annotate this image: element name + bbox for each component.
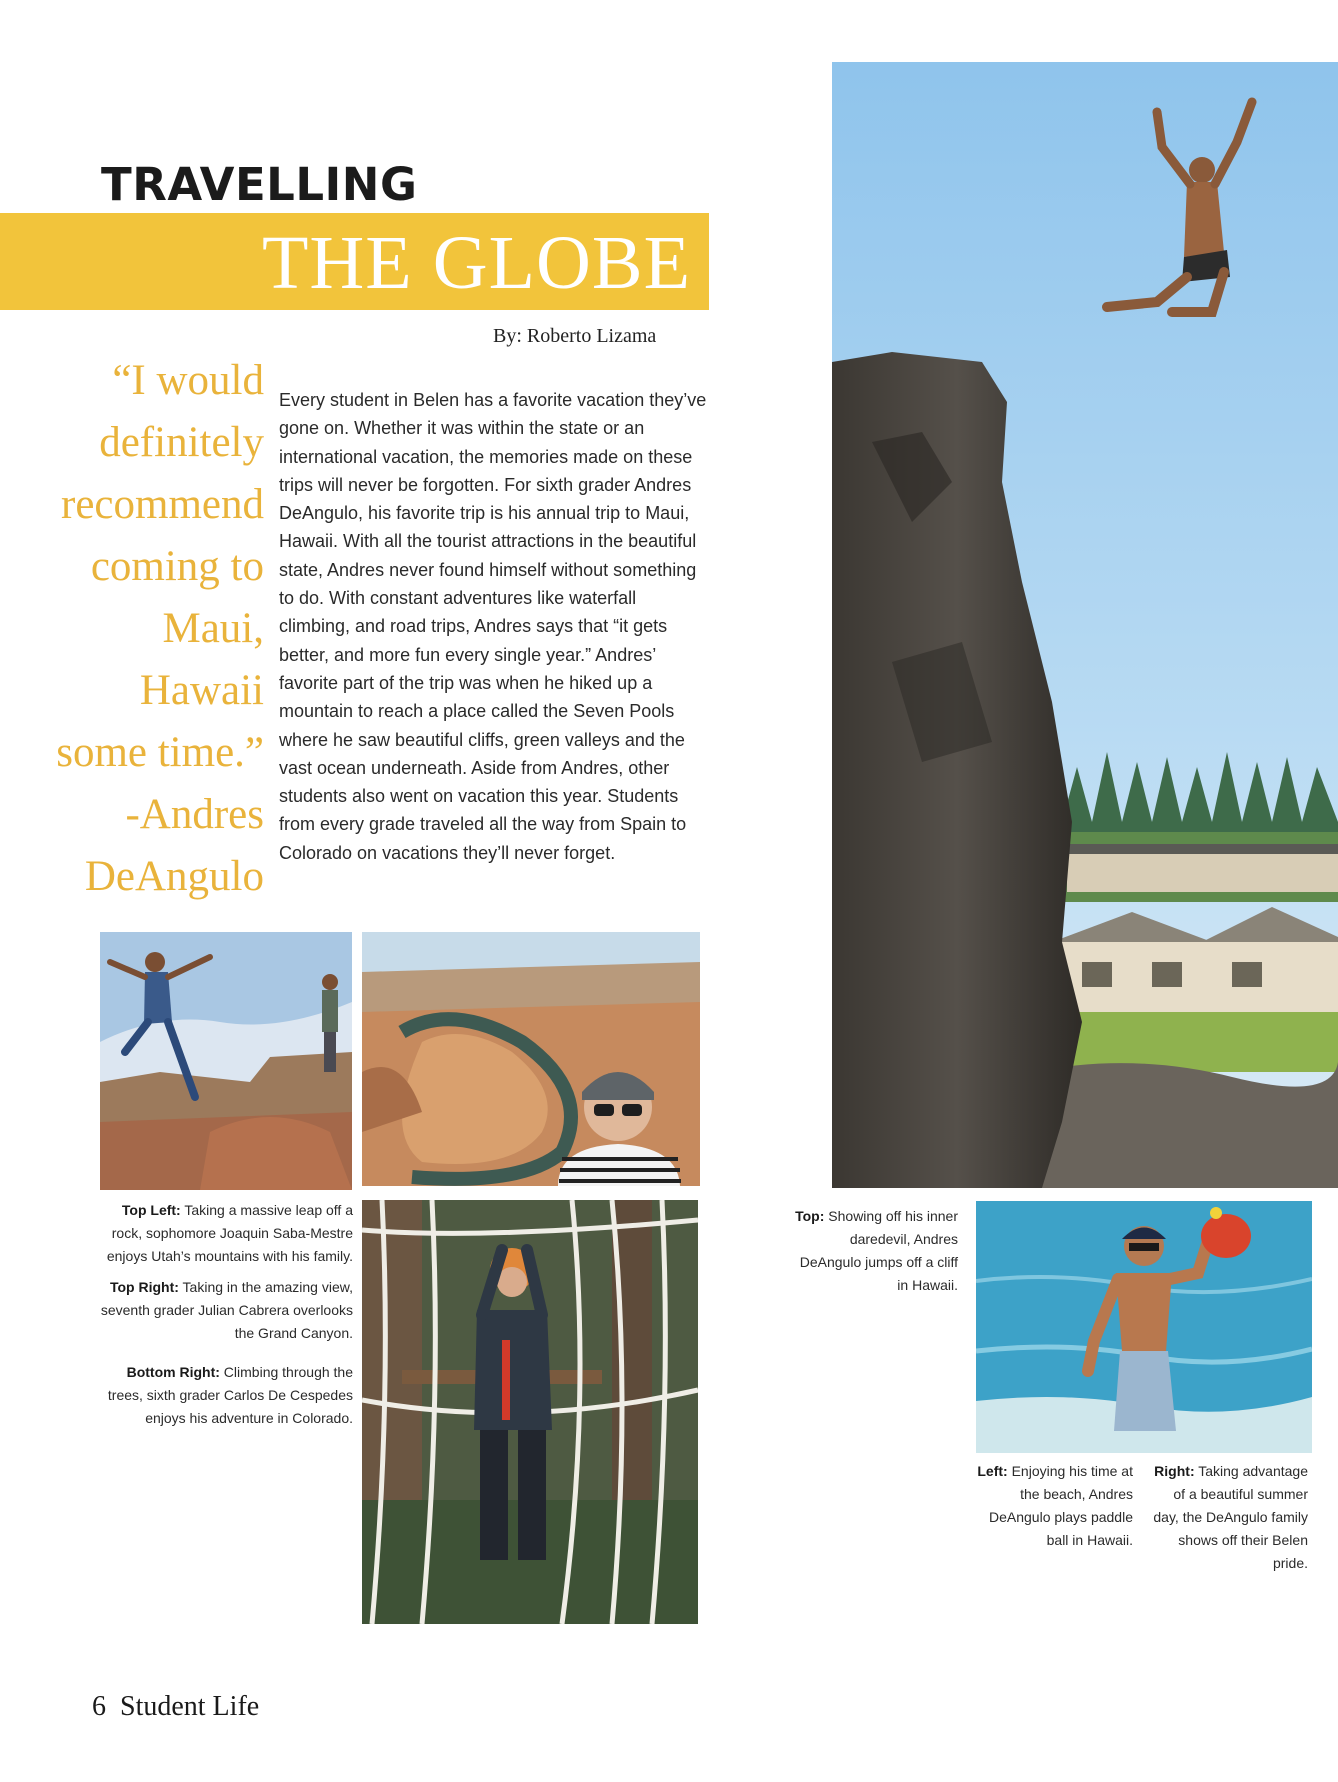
- pull-quote-line: recommend: [61, 481, 264, 528]
- beach-paddleball-photo: [976, 1201, 1312, 1453]
- caption-text: Climbing through the trees, sixth grader Carlos De Cespedes enjoys his adventure in Colorado.: [107, 1364, 353, 1426]
- pull-quote-line: coming to: [90, 543, 264, 590]
- page-number: 6: [92, 1691, 106, 1722]
- headline-kicker: TRAVELLING: [101, 158, 418, 211]
- caption-text: Taking advantage of a beautiful summer day, the DeAngulo family shows off their Belen pride.: [1153, 1463, 1308, 1571]
- pull-quote-line: Hawaii: [139, 667, 264, 714]
- caption-label: Top Right:: [109, 1279, 179, 1295]
- caption-label: Top:: [795, 1208, 825, 1224]
- caption-text: Taking in the amazing view, seventh grader Julian Cabrera overlooks the Grand Canyon.: [100, 1279, 353, 1341]
- caption-left: [975, 1460, 1133, 1552]
- grand-canyon-photo: [362, 932, 700, 1186]
- caption-label: Right:: [1154, 1463, 1195, 1479]
- pull-quote-line: definitely: [99, 419, 264, 466]
- article-body: Every student in Belen has a favorite vacation they’ve gone on. Whether it was within the state or an international vacation, the memories made on these trips will never be forgotten. For sixth grader Andres DeAngulo, his favorite trip is his annual trip to Maui, Hawaii. With all the tourist attractions in the beautiful state, Andres never found himself without something to do. With constant adventures like waterfall climbing, and road trips, Andres says that “it gets better, and more fun every single year.” Andres’ favorite part of the trip was when he hiked up a mountain to reach a place called the Seven Pools where he saw beautiful cliffs, green valleys and the vast ocean underneath. Aside from Andres, other students also went on vacation this year. Students from every grade traveled all the way from Spain to Colorado on vacations they’ll never forget.: [279, 390, 707, 863]
- byline: By: Roberto Lizama: [493, 325, 657, 347]
- caption-label: Top Left:: [121, 1202, 181, 1218]
- caption-top-left: [95, 1199, 353, 1268]
- caption-text: Showing off his inner daredevil, Andres DeAngulo jumps off a cliff in Hawaii.: [799, 1208, 958, 1293]
- headline-title: THE GLOBE: [262, 221, 692, 305]
- page-folio: [92, 1691, 259, 1723]
- utah-leap-photo: [100, 932, 352, 1190]
- pull-quote-line: DeAngulo: [84, 853, 264, 900]
- section-name: Student Life: [120, 1691, 260, 1722]
- caption-text: Taking a massive leap off a rock, sophomore Joaquin Saba-Mestre enjoys Utah’s mountains with his family.: [106, 1202, 353, 1264]
- caption-bottom-right: [95, 1361, 353, 1430]
- ropes-course-photo: [362, 1200, 698, 1624]
- cliff-jump-photo: [832, 62, 1338, 1188]
- caption-label: Bottom Right:: [126, 1364, 220, 1380]
- caption-top-right: [95, 1276, 353, 1345]
- pull-quote-line: some time.”: [56, 729, 264, 776]
- pull-quote-line: Maui,: [162, 605, 264, 652]
- pull-quote: [20, 350, 264, 908]
- caption-label: Left:: [977, 1463, 1008, 1479]
- pull-quote-line: “I would: [112, 357, 264, 404]
- pull-quote-line: -Andres: [125, 791, 264, 838]
- caption-right: [1148, 1460, 1308, 1575]
- caption-text: Enjoying his time at the beach, Andres DeAngulo plays paddle ball in Hawaii.: [989, 1463, 1133, 1548]
- caption-top: [790, 1205, 958, 1297]
